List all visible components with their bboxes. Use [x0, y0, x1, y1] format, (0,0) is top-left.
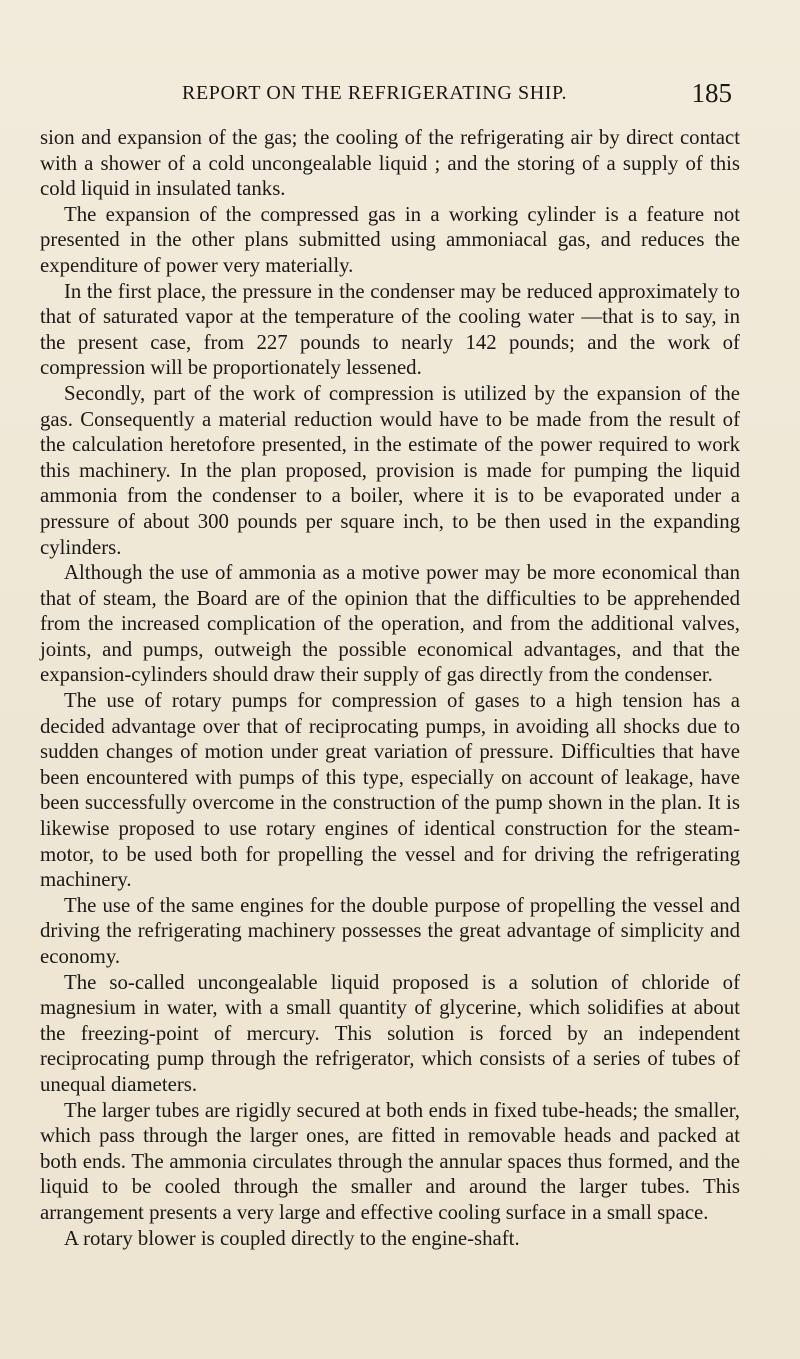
paragraph: A rotary blower is coupled directly to the engine-shaft. [64, 1226, 520, 1250]
paragraph: The use of rotary pumps for compression of gases to a high tension has a decided advantage over that of reciprocating pumps, in avoiding all shocks due to sudden changes of motion under great variation of pressure. Difficulties that have been encountered with pumps of this type, especially on account of leakage, have been successfully overcome in the construction of the pump shown in the plan. It is likewise proposed to use rotary engines of identical construction for the steam-motor, to be used both for propelling the vessel and for driving the refrigerating machinery. [40, 689, 740, 892]
paragraph: In the first place, the pressure in the condenser may be reduced approximately to that of saturated vapor at the temperature of the cooling water —that is to say, in the present case, from 227 pounds to nearly 142 pounds; and the work of compression will be proportionately lessened. [40, 279, 740, 380]
paragraph: The larger tubes are rigidly secured at both ends in fixed tube-heads; the smaller, which pass through the larger ones, are fitted in removable heads and packed at both ends. The ammonia circulates through the annular spaces thus formed, and the liquid to be cooled through the smaller and around the larger tubes. This arrangement presents a very large and effective cooling surface in a small space. [40, 1098, 740, 1224]
paragraph: Secondly, part of the work of compression is utilized by the expansion of the gas. Consequently a material reduction would have to be made from the result of the calculation heretofore presented, in the estimate of the power required to work this machinery. In the plan proposed, provision is made for pumping the liquid ammonia from the condenser to a boiler, where it is to be evaporated under a pressure of about 300 pounds per square inch, to be then used in the expanding cylinders. [40, 381, 740, 559]
paragraph: The expansion of the compressed gas in a working cylinder is a feature not presented in the other plans submitted using ammoniacal gas, and reduces the expenditure of power very materially. [40, 202, 740, 277]
paragraph: The so-called uncongealable liquid proposed is a solution of chloride of magnesium in water, with a small quantity of glycerine, which solidifies at about the freezing-point of mercury. This solution is forced by an independent reciprocating pump through the refrigerator, which consists of a series of tubes of unequal diameters. [40, 970, 740, 1096]
body-text [40, 125, 740, 1251]
paragraph: The use of the same engines for the double purpose of propelling the vessel and driving the refrigerating machinery possesses the great advantage of simplicity and economy. [40, 893, 740, 968]
running-head [40, 78, 740, 112]
paragraph-continuation: sion and expansion of the gas; the cooling of the refrigerating air by direct contact with a shower of a cold uncongealable liquid ; and the storing of a supply of this cold liquid in insulated tanks. [40, 126, 740, 201]
page-number: 185 [691, 78, 732, 108]
paragraph: Although the use of ammonia as a motive power may be more economical than that of steam, the Board are of the opinion that the difficulties to be apprehended from the increased complication of the operation, and from the additional valves, joints, and pumps, outweigh the possible economical advantages, and that the expansion-cylinders should draw their supply of gas directly from the condenser. [40, 561, 740, 687]
running-title: REPORT ON THE REFRIGERATING SHIP. [182, 82, 568, 104]
